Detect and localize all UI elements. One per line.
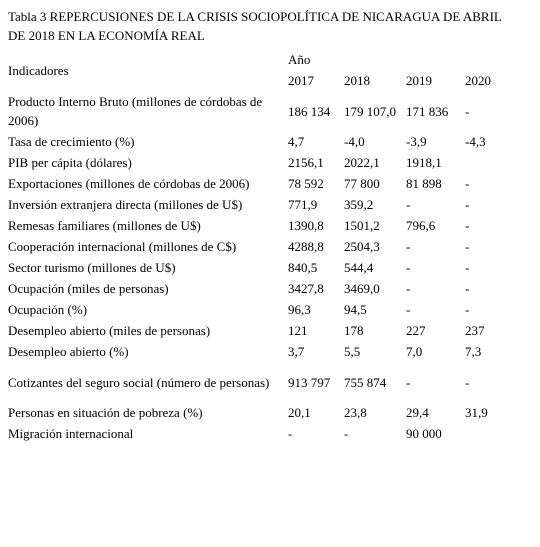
cell-2019: 796,6 <box>406 218 436 233</box>
cell-2019: 29,4 <box>406 405 429 420</box>
table-row <box>8 278 498 299</box>
cell-2019: - <box>406 239 411 254</box>
cell-2020: - <box>465 103 470 119</box>
cell-2017: 913 797 <box>288 374 331 390</box>
cell-2018: 2504,3 <box>344 239 380 254</box>
row-label: Cotizantes del seguro social (número de personas) <box>8 374 270 390</box>
cell-2019: -3,9 <box>406 134 427 149</box>
cell-2018: 3469,0 <box>344 281 380 296</box>
cell-2019: 227 <box>406 323 426 338</box>
cell-2019: - <box>406 197 411 212</box>
cell-2018: 755 874 <box>344 374 387 390</box>
cell-2017: 1390,8 <box>288 218 324 233</box>
cell-2017: 121 <box>288 323 308 338</box>
table-row <box>8 402 498 423</box>
row-label: Inversión extranjera directa (millones de U$) <box>8 197 243 212</box>
cell-2018: - <box>344 426 349 441</box>
cell-2017: - <box>288 426 293 441</box>
economic-impact-table <box>8 50 498 444</box>
cell-2020: - <box>465 239 470 254</box>
cell-2018: 544,4 <box>344 260 374 275</box>
cell-2020: - <box>465 197 470 212</box>
cell-2017: 2156,1 <box>288 155 324 170</box>
cell-2020: - <box>465 218 470 233</box>
cell-2019: - <box>406 281 411 296</box>
cell-2020 <box>465 423 498 444</box>
row-label: Tasa de crecimiento (%) <box>8 134 135 149</box>
row-label: Migración internacional <box>8 426 134 441</box>
cell-2018: 5,5 <box>344 344 361 359</box>
row-label: Cooperación internacional (millones de C$) <box>8 239 237 254</box>
cell-2019: 90 000 <box>406 426 442 441</box>
header-year-2019: 2019 <box>406 72 432 88</box>
cell-2019: - <box>406 302 411 317</box>
cell-2020: -4,3 <box>465 134 486 149</box>
cell-2018: 2022,1 <box>344 155 380 170</box>
cell-2017: 4288,8 <box>288 239 324 254</box>
cell-2019: 1918,1 <box>406 155 442 170</box>
cell-2018: 1501,2 <box>344 218 380 233</box>
header-year-2018: 2018 <box>344 72 370 88</box>
cell-2020: - <box>465 260 470 275</box>
cell-2019: 7,0 <box>406 344 423 359</box>
table-row <box>8 152 498 173</box>
row-label: Producto Interno Bruto (millones de córdobas de 2006) <box>8 94 263 128</box>
document-page <box>8 7 508 444</box>
cell-2017: 3427,8 <box>288 281 324 296</box>
header-year-2017: 2017 <box>288 72 314 88</box>
cell-2018: 178 <box>344 323 364 338</box>
table-row <box>8 236 498 257</box>
row-label: PIB per cápita (dólares) <box>8 155 132 170</box>
cell-2018: 94,5 <box>344 302 367 317</box>
cell-2017: 3,7 <box>288 344 305 359</box>
cell-2017: 78 592 <box>288 176 324 191</box>
table-row <box>8 341 498 362</box>
row-label: Personas en situación de pobreza (%) <box>8 405 203 420</box>
row-label: Desempleo abierto (miles de personas) <box>8 323 211 338</box>
row-label: Exportaciones (millones de córdobas de 2006) <box>8 176 250 191</box>
table-row <box>8 320 498 341</box>
cell-2019: 81 898 <box>406 176 442 191</box>
cell-2017: 20,1 <box>288 405 311 420</box>
table-row <box>8 173 498 194</box>
cell-2020: 7,3 <box>465 344 482 359</box>
cell-2020: 31,9 <box>465 405 488 420</box>
row-label: Ocupación (miles de personas) <box>8 281 169 296</box>
cell-2020: - <box>465 176 470 191</box>
table-row <box>8 257 498 278</box>
table-row <box>8 131 498 152</box>
row-label: Ocupación (%) <box>8 302 88 317</box>
row-label: Sector turismo (millones de U$) <box>8 260 176 275</box>
header-indicators: Indicadores <box>8 63 69 78</box>
cell-2018: 77 800 <box>344 176 380 191</box>
cell-2017: 771,9 <box>288 197 318 212</box>
cell-2017: 4,7 <box>288 134 305 149</box>
cell-2018: 23,8 <box>344 405 367 420</box>
table-row <box>8 194 498 215</box>
cell-2019: 171 836 <box>406 103 449 119</box>
cell-2017: 186 134 <box>288 103 331 119</box>
cell-2018: 179 107,0 <box>344 103 396 119</box>
cell-2020: - <box>465 374 470 390</box>
row-label: Remesas familiares (millones de U$) <box>8 218 201 233</box>
header-row-group <box>8 50 498 69</box>
cell-2020 <box>465 152 498 173</box>
row-label: Desempleo abierto (%) <box>8 344 129 359</box>
cell-2017: 96,3 <box>288 302 311 317</box>
cell-2019: - <box>406 374 411 390</box>
table-row <box>8 215 498 236</box>
cell-2018: 359,2 <box>344 197 374 212</box>
table-row <box>8 91 498 131</box>
cell-2017: 840,5 <box>288 260 318 275</box>
cell-2020: - <box>465 281 470 296</box>
table-row <box>8 299 498 320</box>
header-year-group: Año <box>288 52 311 67</box>
cell-2018: -4,0 <box>344 134 365 149</box>
cell-2020: 237 <box>465 323 485 338</box>
header-year-2020: 2020 <box>465 72 491 88</box>
cell-2019: - <box>406 260 411 275</box>
table-row <box>8 362 498 402</box>
table-row <box>8 423 498 444</box>
table-caption: Tabla 3 REPERCUSIONES DE LA CRISIS SOCIOPOLÍTICA DE NICARAGUA DE ABRIL DE 2018 EN LA ECONOMÍA REAL <box>8 9 502 43</box>
cell-2020: - <box>465 302 470 317</box>
